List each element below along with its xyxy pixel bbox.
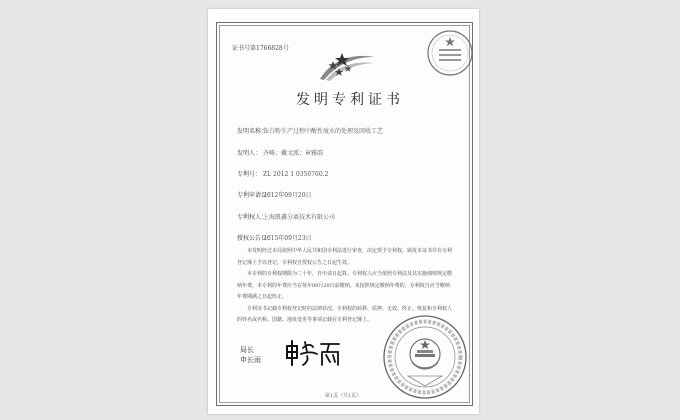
field-label: 专利申请日： [237, 192, 274, 199]
body-paragraph: 本专利的专利权期限为二十年，自申请日起算。专利权人应当依照专利法及其实施细则规定缴纳年费。本专利的年费应当在每年09月20日前缴纳。未按照规定缴纳年费的，专利权自应当缴纳年费期满之日起终止。 [237, 271, 453, 300]
application-date-field [237, 190, 312, 199]
field-value: 钛白粉生产过程中酸性废水的处理及回收工艺 [263, 128, 384, 135]
stamp-seal-icon [424, 28, 476, 78]
director-block [240, 345, 261, 365]
field-label: 专利号： [237, 171, 262, 178]
grant-date-field [237, 233, 312, 242]
patent-office-logo-icon [312, 49, 376, 83]
patentee-field [237, 212, 335, 221]
field-value: 2015年09月23日 [263, 235, 312, 242]
field-value: 齐峰；戴文派；章雅韵 [263, 150, 324, 157]
director-title: 局长 [240, 346, 254, 354]
field-value: 2012年09月20日 [263, 192, 312, 199]
body-paragraph: 专利证书记载专利权登记时的法律状况。专利权的转移、质押、无效、终止、恢复和专利权人的姓名或名称、国籍、地址变更等事项记载在专利登记簿上。 [237, 305, 453, 323]
field-label: 授权公告日： [237, 235, 274, 242]
field-value: ZL 2012 1 0350760.2 [263, 171, 329, 178]
signature-icon [283, 338, 343, 368]
page-footer: 第1页（共1页） [324, 393, 362, 399]
inventor-field [237, 148, 323, 157]
patent-number-field [237, 169, 328, 178]
director-name: 申长雨 [240, 356, 261, 364]
body-paragraph: 本发明经过本局依照中华人民共和国专利法进行审查，决定授予专利权，颁发本证书并在专利登记簿上予以登记。专利权自授权公告之日起生效。 [237, 248, 453, 266]
field-label: 专利权人： [237, 214, 268, 221]
field-value: 上海凯鑫分离技术有限公司 [263, 214, 336, 221]
certificate-title: 发明专利证书 [296, 92, 404, 108]
field-label: 发明名称： [237, 128, 268, 135]
invention-name-field [237, 126, 383, 135]
certificate-number: 证书号第1766828号 [232, 45, 289, 52]
field-label: 发明人： [237, 150, 262, 157]
official-emblem-seal-icon [382, 314, 468, 400]
